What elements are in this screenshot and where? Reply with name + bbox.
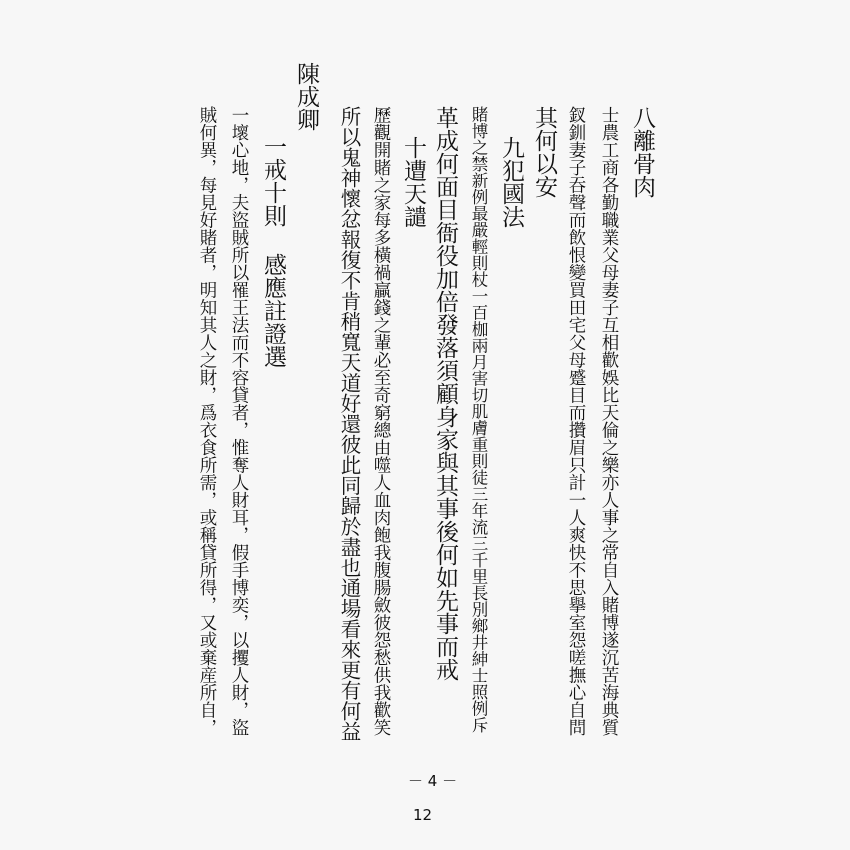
text-column: 賊何異，每見好賭者，明知其人之財，爲衣食所需，或稱貸所得，又或棄産所自， [197, 106, 217, 736]
page-number-inner: － 4 － [408, 772, 458, 790]
page-number-outer: 12 [413, 806, 433, 824]
text-column: 賭博之禁新例最嚴輕則杖一百枷兩月害切肌膚重則徒三年流三千里長別鄉井紳士照例斥 [469, 106, 488, 733]
chapter-title: 一戒十則 感應註證選 [260, 135, 286, 368]
text-column: 其何以安 [531, 106, 557, 198]
author-name: 陳成卿 [293, 62, 319, 131]
text-column: 釵釧妻子吞聲而飲恨變買田宅父母蹙目而攢眉只計一人爽快不思擧室怨嗟撫心自問 [566, 106, 586, 736]
text-column: 一壞心地，夫盜賊所以罹王法而不容貸者，惟奪人財耳，假手博奕，以攫人財，盜 [229, 106, 249, 736]
section-heading-ten: 十遭天譴 [400, 136, 426, 228]
text-column: 所以鬼神懷忿報復不肯稍寬天道好還彼此同歸於盡也通場看來更有何益 [337, 106, 361, 742]
section-heading-nine: 九犯國法 [498, 136, 524, 228]
text-column: 革成何面目衙役加倍發落須顧身家與其事後何如先事而戒 [432, 106, 458, 681]
text-column: 歷觀開賭之家每多橫禍贏錢之輩必至奇窮總由噬人血肉飽我腹腸斂彼怨愁供我歡笑 [371, 106, 391, 736]
text-column: 士農工商各勤職業父母妻子互相歡娛比天倫之樂亦人事之常自入賭博遂沉苦海典質 [599, 106, 619, 736]
section-heading-eight: 八離骨肉 [629, 106, 655, 198]
